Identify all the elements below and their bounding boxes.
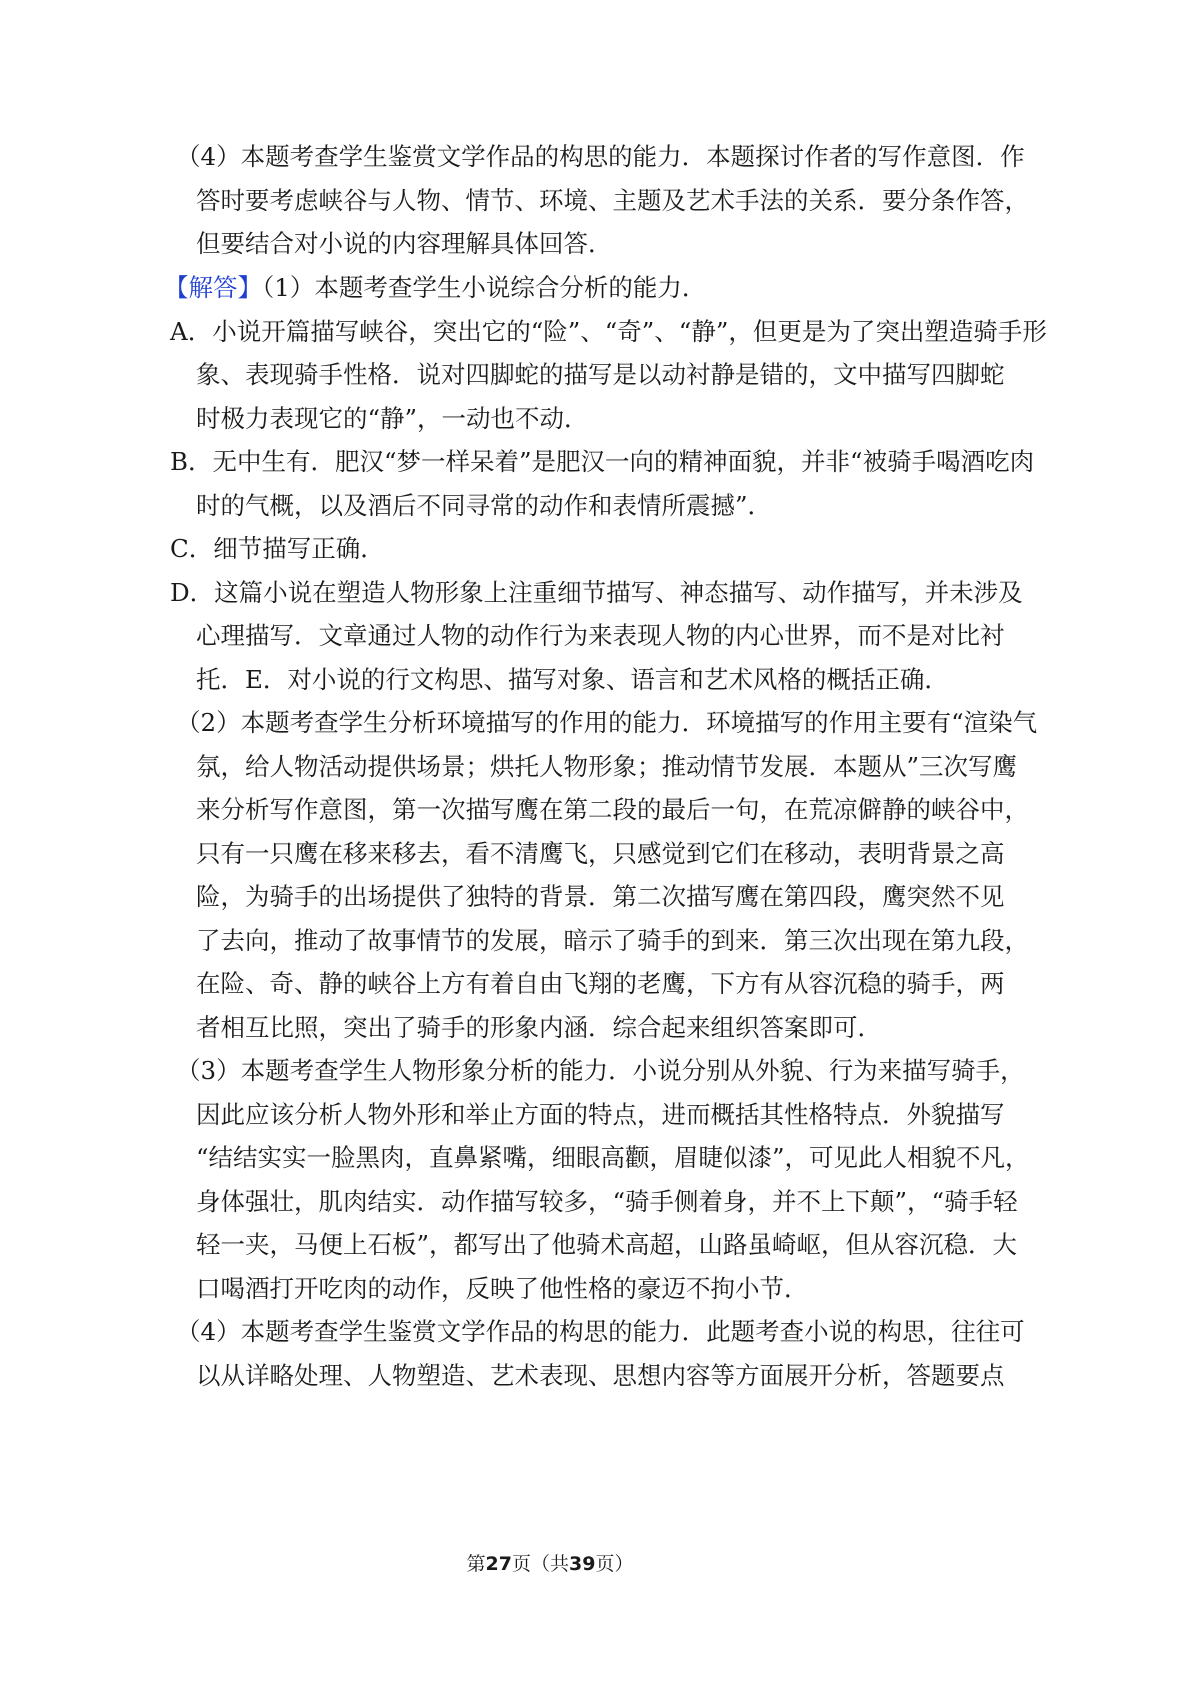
text-line: 答时要考虑峡谷与人物、情节、环境、主题及艺术手法的关系．要分条作答，: [196, 186, 1029, 215]
footer-prefix: 第: [466, 1553, 486, 1575]
option-c-line: C．细节描写正确．: [170, 534, 385, 563]
footer-suffix: 页）: [595, 1553, 634, 1575]
question-3-line: （3）本题考查学生人物形象分析的能力．小说分别从外貌、行为来描写骑手，: [176, 1056, 1025, 1085]
page-number: 27: [485, 1553, 512, 1575]
text-line: （4）本题考查学生鉴赏文学作品的构思的能力．本题探讨作者的写作意图．作: [176, 142, 1025, 171]
option-a-line: A．小说开篇描写峡谷，突出它的“险”、“奇”、“静”，但更是为了突出塑造骑手形: [170, 317, 1047, 346]
text-line: 以从详略处理、人物塑造、艺术表现、思想内容等方面展开分析，答题要点: [196, 1361, 1005, 1390]
text-line: 因此应该分析人物外形和举止方面的特点，进而概括其性格特点．外貌描写: [196, 1100, 1005, 1129]
answer-heading-text: （1）本题考查学生小说综合分析的能力．: [262, 273, 707, 302]
text-line: 氛，给人物活动提供场景；烘托人物形象；推动情节发展．本题从”三次写鹰: [196, 752, 1018, 781]
question-2-line: （2）本题考查学生分析环境描写的作用的能力．环境描写的作用主要有“渲染气: [176, 708, 1038, 737]
page-footer: [0, 1552, 1100, 1576]
option-d-line: D．这篇小说在塑造人物形象上注重细节描写、神态描写、动作描写，并未涉及: [170, 578, 1023, 607]
text-line: 者相互比照，突出了骑手的形象内涵．综合起来组织答案即可．: [196, 1013, 882, 1042]
text-line: 时的气概，以及酒后不同寻常的动作和表情所震撼”．: [196, 491, 773, 520]
footer-middle: 页（共: [511, 1553, 569, 1575]
question-4-line: （4）本题考查学生鉴赏文学作品的构思的能力．此题考查小说的构思，往往可: [176, 1317, 1025, 1346]
answer-marker: 【解答】: [164, 273, 262, 302]
text-line: 轻一夹，马便上石板”，都写出了他骑术高超，山路虽崎岖，但从容沉稳．大: [196, 1230, 1018, 1259]
answer-heading-line: [164, 273, 706, 303]
text-line: 身体强壮，肌肉结实．动作描写较多，“骑手侧着身，并不上下颠”，“骑手轻: [196, 1187, 1018, 1216]
text-line: 口喝酒打开吃肉的动作，反映了他性格的豪迈不拘小节．: [196, 1274, 809, 1303]
text-line: 但要结合对小说的内容理解具体回答．: [196, 229, 613, 258]
text-line: 时极力表现它的“静”，一动也不动．: [196, 404, 589, 433]
text-line: 只有一只鹰在移来移去，看不清鹰飞，只感觉到它们在移动，表明背景之高: [196, 839, 1005, 868]
text-line: 托．E．对小说的行文构思、描写对象、语言和艺术风格的概括正确．: [196, 665, 949, 694]
total-pages: 39: [569, 1553, 596, 1575]
text-line: 象、表现骑手性格．说对四脚蛇的描写是以动衬静是错的，文中描写四脚蛇: [196, 360, 1005, 389]
text-line: 险，为骑手的出场提供了独特的背景．第二次描写鹰在第四段，鹰突然不见: [196, 882, 1005, 911]
option-b-line: B．无中生有．肥汉“梦一样呆着”是肥汉一向的精神面貌，并非“被骑手喝酒吃肉: [170, 447, 1035, 476]
text-line: 在险、奇、静的峡谷上方有着自由飞翔的老鹰，下方有从容沉稳的骑手，两: [196, 969, 1005, 998]
text-line: 心理描写．文章通过人物的动作行为来表现人物的内心世界，而不是对比衬: [196, 621, 1005, 650]
text-line: 了去向，推动了故事情节的发展，暗示了骑手的到来．第三次出现在第九段，: [196, 926, 1029, 955]
text-line: “结结实实一脸黑肉，直鼻紧嘴，细眼高颧，眉睫似漆”，可见此人相貌不凡，: [196, 1143, 1030, 1172]
text-line: 来分析写作意图，第一次描写鹰在第二段的最后一句，在荒凉僻静的峡谷中，: [196, 795, 1029, 824]
